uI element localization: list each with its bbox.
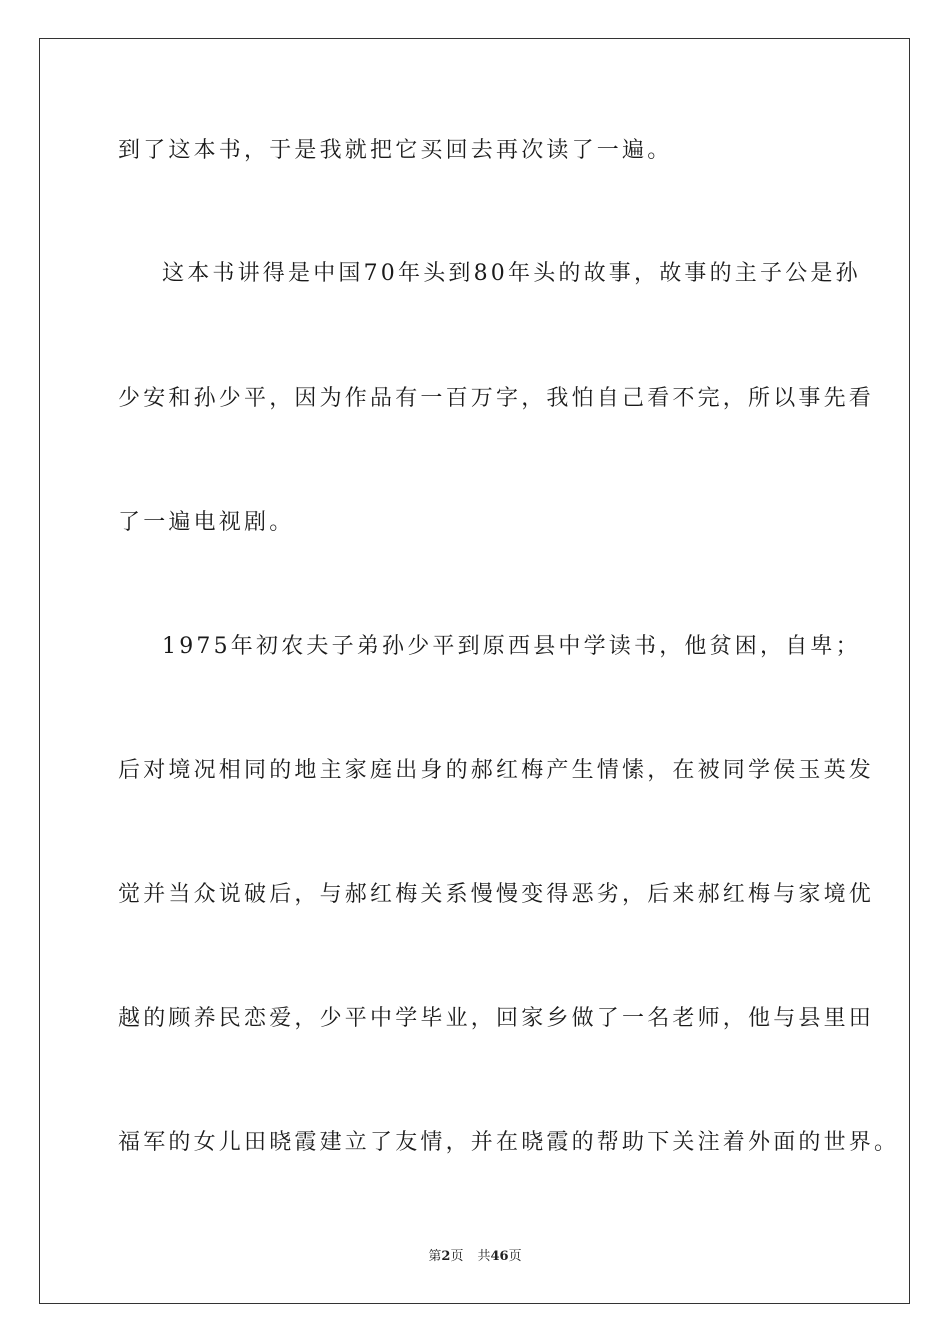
footer-page-suffix: 页 [450, 1249, 464, 1264]
text-line-7: 觉并当众说破后，与郝红梅关系慢慢变得恶劣，后来郝红梅与家境优 [118, 882, 875, 907]
page-footer [0, 1248, 950, 1266]
page-border [39, 38, 910, 1304]
text-line-2: 这本书讲得是中国70年头到80年头的故事，故事的主子公是孙 [162, 261, 861, 286]
footer-page-prefix: 第 [428, 1249, 442, 1264]
footer-total-suffix: 页 [508, 1249, 522, 1264]
footer-page-number: 2 [441, 1249, 451, 1264]
text-line-8: 越的顾养民恋爱，少平中学毕业，回家乡做了一名老师，他与县里田 [118, 1006, 875, 1031]
text-line-1: 到了这本书，于是我就把它买回去再次读了一遍。 [118, 138, 673, 163]
text-line-5: 1975年初农夫子弟孙少平到原西县中学读书，他贫困，自卑； [162, 634, 861, 659]
text-line-9: 福军的女儿田晓霞建立了友情，并在晓霞的帮助下关注着外面的世界。 [118, 1130, 900, 1155]
text-line-3: 少安和孙少平，因为作品有一百万字，我怕自己看不完，所以事先看 [118, 386, 875, 411]
footer-total-pages: 46 [490, 1249, 509, 1264]
text-line-4: 了一遍电视剧。 [118, 510, 295, 535]
text-line-6: 后对境况相同的地主家庭出身的郝红梅产生情愫，在被同学侯玉英发 [118, 758, 875, 783]
footer-total-prefix: 共 [477, 1249, 491, 1264]
